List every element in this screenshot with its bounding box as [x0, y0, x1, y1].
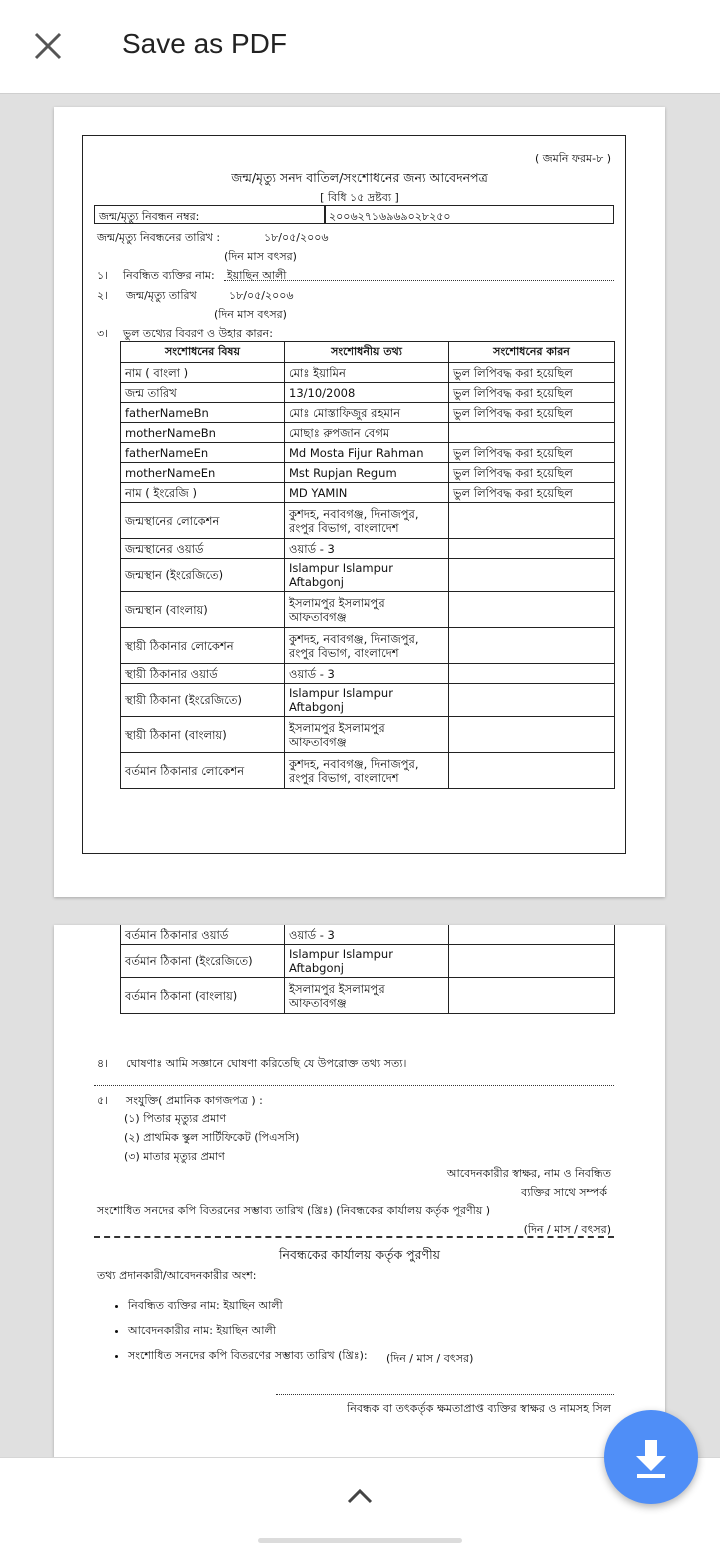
attachments-label: সংযুক্তি( প্রমানিক কাগজপত্র ) :	[126, 1094, 263, 1107]
item-3-number: ৩।	[97, 327, 109, 340]
attachment-3: (৩) মাতার মৃত্যুর প্রমাণ	[124, 1150, 225, 1163]
page-title: Save as PDF	[122, 28, 287, 59]
cell-info: কুশদহ, নবাবগঞ্জ, দিনাজপুর, রংপুর বিভাগ, বাংলাদেশ	[285, 503, 449, 539]
cell-subject: স্থায়ী ঠিকানার ওয়ার্ড	[121, 664, 285, 684]
cell-info: MD YAMIN	[285, 483, 449, 503]
cell-subject: fatherNameEn	[121, 443, 285, 463]
item-2-number: ২।	[97, 289, 109, 302]
cell-reason: ভুল লিপিবদ্ধ করা হয়েছিল	[449, 363, 615, 383]
chevron-up-icon[interactable]	[345, 1486, 375, 1506]
item-3-label: ভুল তথ্যের বিবরণ ও উহার কারন:	[123, 327, 273, 340]
date-hint-2: (দিন মাস বৎসর)	[214, 308, 287, 321]
cell-info: মোছাঃ রুপজান বেগম	[285, 423, 449, 443]
table-row	[121, 978, 615, 1014]
correction-table	[120, 341, 615, 789]
table-row	[121, 753, 615, 789]
close-icon[interactable]	[30, 28, 66, 64]
date-hint-3: (দিন / মাস / বৎসর)	[523, 1223, 611, 1236]
download-button[interactable]	[604, 1410, 698, 1504]
cell-reason	[449, 753, 615, 789]
cell-info: Islampur Islampur Aftabgonj	[285, 684, 449, 717]
table-row	[121, 945, 615, 978]
header-info: সংশোধনীয় তথ্য	[285, 342, 449, 363]
cell-reason	[449, 664, 615, 684]
registrar-signature-label: নিবন্ধক বা তৎকর্তৃক ক্ষমতাপ্রাপ্ত ব্যক্তির স্বাক্ষর ও নামসহ সিল	[347, 1402, 611, 1415]
list-item: • আবেদনকারীর নাম: ইয়াছিন আলী	[128, 1322, 368, 1341]
table-row	[121, 403, 615, 423]
table-row	[121, 684, 615, 717]
form-rule: [ বিধি ১৫ দ্রষ্টব্য ]	[320, 191, 399, 204]
cell-subject: নাম ( ইংরেজি )	[121, 483, 285, 503]
cell-info: ইসলামপুর ইসলামপুর আফতাবগঞ্জ	[285, 592, 449, 628]
download-icon	[604, 1410, 698, 1504]
info-provider-label: তথ্য প্রদানকারী/আবেদনকারীর অংশ:	[97, 1269, 257, 1282]
cell-subject: জন্মস্থানের লোকেশন	[121, 503, 285, 539]
cell-subject: জন্মস্থান (বাংলায়)	[121, 592, 285, 628]
table-row	[121, 664, 615, 684]
date-hint: (দিন মাস বৎসর)	[224, 250, 297, 263]
header-subject: সংশোধনের বিষয়	[121, 342, 285, 363]
cell-reason: ভুল লিপিবদ্ধ করা হয়েছিল	[449, 463, 615, 483]
cell-reason	[449, 684, 615, 717]
table-row	[121, 592, 615, 628]
item-1-label: নিবন্ধিত ব্যক্তির নাম:	[123, 269, 215, 282]
pdf-page-1	[54, 107, 665, 897]
table-row	[121, 559, 615, 592]
attachment-2: (২) প্রাথমিক স্কুল সার্টিফিকেট (পিএসসি)	[124, 1131, 300, 1144]
cell-subject: স্থায়ী ঠিকানা (বাংলায়)	[121, 717, 285, 753]
cell-info: ওয়ার্ড - 3	[285, 539, 449, 559]
item-5-number: ৫।	[97, 1094, 109, 1107]
table-row	[121, 423, 615, 443]
table-row	[121, 539, 615, 559]
table-row	[121, 483, 615, 503]
cell-subject: বর্তমান ঠিকানার ওয়ার্ড	[121, 925, 285, 945]
reg-no-value-box: ২০০৬২৭১৬৯৬৯০২৮২৫০	[324, 205, 614, 224]
cell-info: ইসলামপুর ইসলামপুর আফতাবগঞ্জ	[285, 717, 449, 753]
declaration-text: ঘোষণাঃ আমি সজ্ঞানে ঘোষণা করিতেছি যে উপরোক্ত তথ্য সত্য।	[126, 1057, 407, 1070]
form-title: জন্ম/মৃত্যু সনদ বাতিল/সংশোধনের জন্য আবেদনপত্র	[231, 170, 488, 185]
registrar-info-list	[112, 1297, 368, 1372]
cell-reason: ভুল লিপিবদ্ধ করা হয়েছিল	[449, 483, 615, 503]
form-number: ( জমনি ফরম-৮ )	[534, 152, 611, 165]
reg-date-label: জন্ম/মৃত্যু নিবন্ধনের তারিখ :	[97, 231, 221, 244]
cell-reason: ভুল লিপিবদ্ধ করা হয়েছিল	[449, 443, 615, 463]
cell-subject: motherNameEn	[121, 463, 285, 483]
app-bar	[0, 0, 720, 94]
cell-reason: ভুল লিপিবদ্ধ করা হয়েছিল	[449, 383, 615, 403]
cell-subject: বর্তমান ঠিকানা (বাংলায়)	[121, 978, 285, 1014]
cell-reason: ভুল লিপিবদ্ধ করা হয়েছিল	[449, 403, 615, 423]
item-2-value: ১৮/০৫/২০০৬	[229, 289, 294, 302]
attachment-1: (১) পিতার মৃত্যুর প্রমাণ	[124, 1112, 227, 1125]
cell-reason	[449, 945, 615, 978]
cell-subject: স্থায়ী ঠিকানা (ইংরেজিতে)	[121, 684, 285, 717]
cell-reason	[449, 978, 615, 1014]
cell-info: ওয়ার্ড - 3	[285, 925, 449, 945]
header-reason: সংশোধনের কারন	[449, 342, 615, 363]
cell-reason	[449, 559, 615, 592]
reg-no-label-box: জন্ম/মৃত্যু নিবন্ধন নম্বর:	[94, 205, 326, 224]
gesture-handle	[258, 1538, 462, 1543]
cell-subject: জন্ম তারিখ	[121, 383, 285, 403]
item-2-label: জন্ম/মৃত্যু তারিখ	[126, 289, 197, 302]
signature-dotted-line	[276, 1394, 614, 1395]
cell-subject: motherNameBn	[121, 423, 285, 443]
cell-info: 13/10/2008	[285, 383, 449, 403]
copy-date-text: সংশোধিত সনদের কপি বিতরনের সম্ভাব্য তারিখ (খ্রিঃ) (নিবন্ধকের কার্যালয় কর্তৃক পূরণীয় )	[97, 1204, 491, 1217]
table-row	[121, 463, 615, 483]
cell-subject: স্থায়ী ঠিকানার লোকেশন	[121, 628, 285, 664]
cell-reason	[449, 503, 615, 539]
cell-subject: fatherNameBn	[121, 403, 285, 423]
table-row	[121, 363, 615, 383]
cell-reason	[449, 717, 615, 753]
table-row	[121, 628, 615, 664]
cell-reason	[449, 628, 615, 664]
date-hint-4: (দিন / মাস / বৎসর)	[386, 1352, 474, 1365]
cell-subject: জন্মস্থানের ওয়ার্ড	[121, 539, 285, 559]
applicant-signature-line-1: আবেদনকারীর স্বাক্ষর, নাম ও নিবন্ধিত	[446, 1167, 611, 1180]
cell-info: Md Mosta Fijur Rahman	[285, 443, 449, 463]
table-header-row	[121, 342, 615, 363]
office-section-title: নিবন্ধকের কার্যালয় কর্তৃক পুরণীয়	[278, 1247, 441, 1262]
table-row	[121, 383, 615, 403]
cell-subject: বর্তমান ঠিকানা (ইংরেজিতে)	[121, 945, 285, 978]
applicant-signature-line-2: ব্যক্তির সাথে সম্পর্ক	[521, 1186, 607, 1199]
table-row	[121, 503, 615, 539]
cell-subject: বর্তমান ঠিকানার লোকেশন	[121, 753, 285, 789]
cell-info: কুশদহ, নবাবগঞ্জ, দিনাজপুর, রংপুর বিভাগ, বাংলাদেশ	[285, 628, 449, 664]
cell-info: ওয়ার্ড - 3	[285, 664, 449, 684]
correction-table-continued	[120, 925, 615, 1014]
item-1-number: ১।	[97, 269, 109, 282]
dotted-line	[94, 1085, 614, 1086]
cell-info: মোঃ ইয়ামিন	[285, 363, 449, 383]
cell-info: কুশদহ, নবাবগঞ্জ, দিনাজপুর, রংপুর বিভাগ, বাংলাদেশ	[285, 753, 449, 789]
list-item: • নিবন্ধিত ব্যক্তির নাম: ইয়াছিন আলী	[128, 1297, 368, 1316]
cell-reason	[449, 592, 615, 628]
list-item: • সংশোধিত সনদের কপি বিতরণের সম্ভাব্য তারিখ (খ্রিঃ):	[128, 1347, 368, 1366]
cell-reason	[449, 925, 615, 945]
cell-subject: নাম ( বাংলা )	[121, 363, 285, 383]
table-row	[121, 717, 615, 753]
item-1-value: ইয়াছিন আলী	[227, 269, 287, 282]
table-row	[121, 925, 615, 945]
cell-info: মোঃ মোস্তাফিজুর রহমান	[285, 403, 449, 423]
cell-info: Islampur Islampur Aftabgonj	[285, 945, 449, 978]
cell-reason	[449, 539, 615, 559]
cell-subject: জন্মস্থান (ইংরেজিতে)	[121, 559, 285, 592]
table-row	[121, 443, 615, 463]
dotted-line	[224, 280, 614, 281]
item-4-number: ৪।	[97, 1057, 109, 1070]
cell-info: Islampur Islampur Aftabgonj	[285, 559, 449, 592]
cell-reason	[449, 423, 615, 443]
dashed-separator	[94, 1236, 614, 1238]
cell-info: Mst Rupjan Regum	[285, 463, 449, 483]
cell-info: ইসলামপুর ইসলামপুর আফতাবগঞ্জ	[285, 978, 449, 1014]
reg-date-value: ১৮/০৫/২০০৬	[264, 231, 329, 244]
pdf-page-2	[54, 925, 665, 1465]
